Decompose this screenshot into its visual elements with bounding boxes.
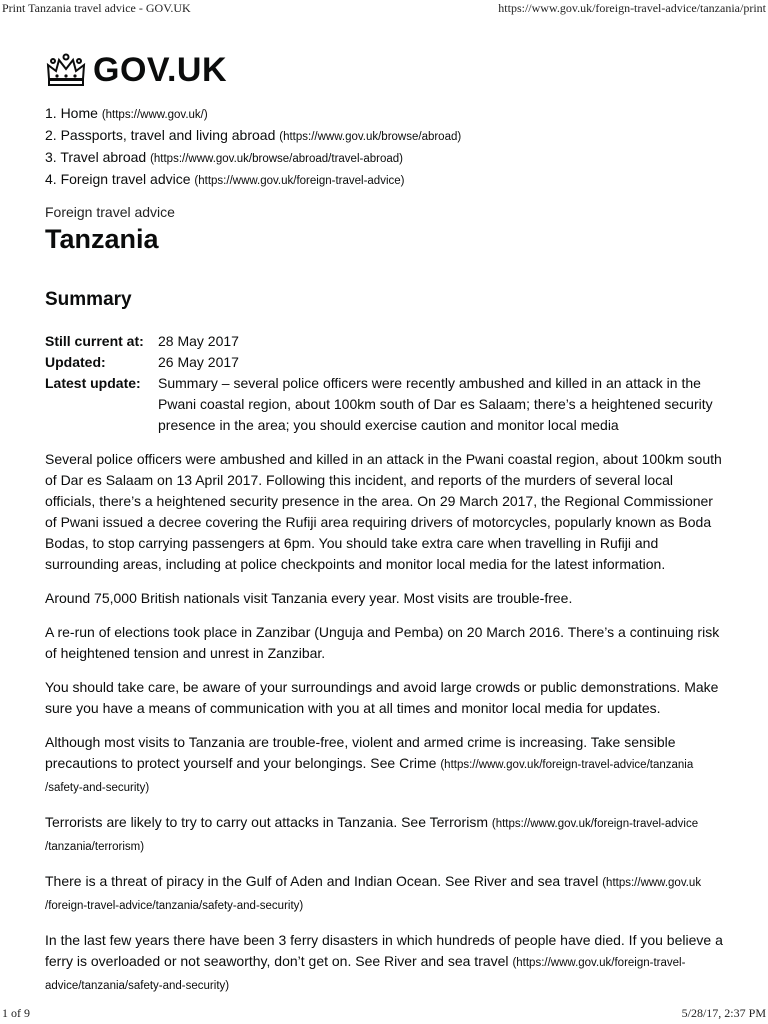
paragraph-text: A re-run of elections took place in Zanzibar (Unguja and Pemba) on 20 March 2016. There’s a continuing risk of heightened tension and unrest in Zanzibar. [45,624,720,661]
paragraph-ferry [45,930,725,997]
logo-text: GOV.UK [93,50,228,89]
river-sea-travel-link[interactable]: (https://www.gov.uk /foreign-travel-advice/tanzania/safety-and-security) [45,877,702,912]
crown-icon [45,52,87,88]
page-title: Tanzania [45,224,159,254]
paragraph-text: In the last few years there have been 3 ferry disasters in which hundreds of people have died. If you believe a ferry is overloaded or not seaworthy, don’t get on. See River and sea travel [45,932,723,969]
meta-value: 28 May 2017 [158,333,239,349]
meta-label: Latest update: [45,375,141,391]
paragraph-police-ambush [45,449,725,575]
paragraph-text: Terrorists are likely to try to carry out attacks in Tanzania. See Terrorism [45,814,488,830]
breadcrumb-item-passports[interactable] [45,124,725,146]
breadcrumb-label: 3. Travel abroad [45,149,147,165]
print-page-title: Print Tanzania travel advice - GOV.UK [2,1,191,15]
breadcrumb-item-home[interactable] [45,102,725,124]
meta-row-updated [45,352,725,373]
meta-row-latest-update [45,373,725,436]
paragraph-text: You should take care, be aware of your surroundings and avoid large crowds or public demonstrations. Make sure you have a means of communication with you at all times and monitor local media for updates. [45,679,719,716]
breadcrumb-item-foreign-travel-advice[interactable] [45,168,725,190]
meta-value: Summary – several police officers were recently ambushed and killed in an attack in the Pwani coastal region, about 100km south of Dar es Salaam; there’s a heightened security presence in the area; you should exercise caution and monitor local media [158,375,713,433]
meta-label: Updated: [45,354,106,370]
terrorism-link[interactable]: (https://www.gov.uk/foreign-travel-advice /tanzania/terrorism) [45,818,699,853]
meta-value: 26 May 2017 [158,354,239,370]
print-page-url: https://www.gov.uk/foreign-travel-advice/tanzania/print [498,1,766,15]
breadcrumb-url: (https://www.gov.uk/browse/abroad/travel-abroad) [150,153,403,165]
summary-heading: Summary [45,289,132,310]
breadcrumb-url: (https://www.gov.uk/) [101,109,208,121]
main-content [45,48,725,997]
breadcrumb-url: (https://www.gov.uk/foreign-travel-advice) [194,175,405,187]
paragraph-text: Several police officers were ambushed and killed in an attack in the Pwani coastal region, about 100km south of Dar es Salaam on 13 April 2017. Following this incident, and reports of the murders of several local officials, there’s a heightened security presence in the area. On 29 March 2017, the Regional Commissioner of Pwani issued a decree covering the Rufiji area requiring drivers of motorcycles, popularly known as Boda Bodas, to stop carrying passengers at 6pm. You should take extra care when travelling in Rufiji and surrounding areas, including at police checkpoints and monitor local media for the latest information. [45,451,722,572]
paragraph-text: Although most visits to Tanzania are trouble-free, violent and armed crime is increasing. Take sensible precautions to protect yourself and your belongings. See Crime [45,734,676,771]
breadcrumb-item-travel-abroad[interactable] [45,146,725,168]
meta-label: Still current at: [45,333,144,349]
crime-link[interactable]: (https://www.gov.uk/foreign-travel-advice/tanzania /safety-and-security) [45,759,694,794]
paragraph-visitors [45,588,725,609]
meta-row-still-current [45,331,725,352]
paragraph-crowds [45,677,725,719]
breadcrumb-label: 4. Foreign travel advice [45,171,191,187]
govuk-logo[interactable] [45,48,725,92]
paragraph-text: There is a threat of piracy in the Gulf of Aden and Indian Ocean. See River and sea travel [45,873,599,889]
paragraph-text: Around 75,000 British nationals visit Tanzania every year. Most visits are trouble-free. [45,590,573,606]
page-count: 1 of 9 [2,1006,30,1020]
paragraph-terrorism [45,812,725,858]
metadata-list [45,331,725,436]
print-header [0,0,768,16]
page-kicker: Foreign travel advice [45,204,175,220]
print-datetime: 5/28/17, 2:37 PM [681,1006,766,1020]
breadcrumb-url: (https://www.gov.uk/browse/abroad) [279,131,462,143]
breadcrumb [45,102,725,190]
paragraph-zanzibar-elections [45,622,725,664]
ferry-travel-link[interactable]: (https://www.gov.uk/foreign-travel-advice/tanzania/safety-and-security) [45,957,686,992]
paragraph-piracy [45,871,725,917]
breadcrumb-label: 1. Home [45,105,98,121]
print-footer [0,1006,768,1024]
breadcrumb-label: 2. Passports, travel and living abroad [45,127,276,143]
paragraph-crime [45,732,725,799]
